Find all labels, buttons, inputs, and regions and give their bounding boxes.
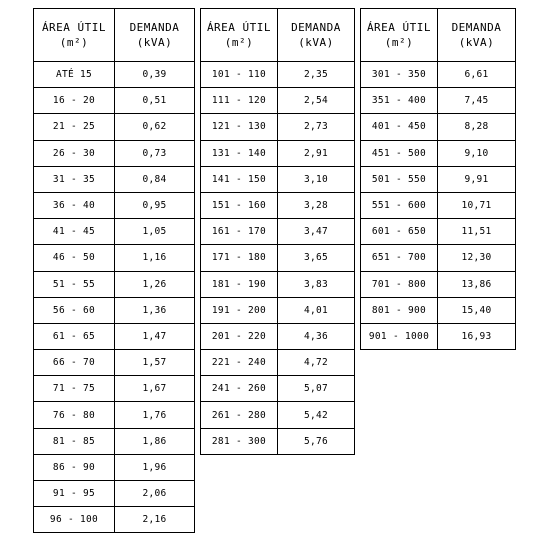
area-header — [201, 9, 278, 62]
table-row — [361, 192, 516, 218]
area-range-cell: 36 - 40 — [34, 192, 115, 218]
demand-value-cell: 1,26 — [115, 271, 195, 297]
table-row — [201, 297, 355, 323]
area-range-cell: 21 - 25 — [34, 114, 115, 140]
demand-value-cell: 1,05 — [115, 219, 195, 245]
area-range-cell: 91 - 95 — [34, 481, 115, 507]
area-range-cell: 41 - 45 — [34, 219, 115, 245]
table-row — [201, 350, 355, 376]
demand-header — [115, 9, 195, 62]
table-row — [201, 271, 355, 297]
area-header-unit: (m²) — [384, 36, 414, 49]
demand-value-cell: 2,06 — [115, 481, 195, 507]
area-range-cell: 71 - 75 — [34, 376, 115, 402]
area-range-cell: 191 - 200 — [201, 297, 278, 323]
area-range-cell: 16 - 20 — [34, 88, 115, 114]
demand-value-cell: 4,36 — [278, 323, 355, 349]
area-range-cell: 66 - 70 — [34, 350, 115, 376]
table-row — [34, 376, 195, 402]
area-range-cell: 241 - 260 — [201, 376, 278, 402]
area-range-cell: 221 - 240 — [201, 350, 278, 376]
demand-value-cell: 1,86 — [115, 428, 195, 454]
area-range-cell: 901 - 1000 — [361, 323, 438, 349]
table-row — [361, 166, 516, 192]
demand-header-unit: (kVA) — [458, 36, 495, 49]
area-range-cell: 161 - 170 — [201, 219, 278, 245]
table-row — [34, 323, 195, 349]
area-range-cell: 51 - 55 — [34, 271, 115, 297]
table-row — [201, 62, 355, 88]
area-range-cell: 56 - 60 — [34, 297, 115, 323]
demand-value-cell: 0,95 — [115, 192, 195, 218]
demand-value-cell: 4,72 — [278, 350, 355, 376]
demand-value-cell: 0,73 — [115, 140, 195, 166]
demand-value-cell: 2,16 — [115, 507, 195, 533]
area-range-cell: 131 - 140 — [201, 140, 278, 166]
area-range-cell: 401 - 450 — [361, 114, 438, 140]
table-row — [201, 88, 355, 114]
area-range-cell: 351 - 400 — [361, 88, 438, 114]
table-row — [361, 271, 516, 297]
demand-value-cell: 9,10 — [438, 140, 516, 166]
area-range-cell: 31 - 35 — [34, 166, 115, 192]
demand-value-cell: 3,65 — [278, 245, 355, 271]
demand-value-cell: 1,96 — [115, 454, 195, 480]
demand-value-cell: 0,84 — [115, 166, 195, 192]
demand-value-cell: 0,51 — [115, 88, 195, 114]
area-range-cell: 101 - 110 — [201, 62, 278, 88]
area-range-cell: 181 - 190 — [201, 271, 278, 297]
area-range-cell: 281 - 300 — [201, 428, 278, 454]
table-row — [34, 219, 195, 245]
demand-table-3 — [360, 8, 516, 350]
area-range-cell: 96 - 100 — [34, 507, 115, 533]
demand-value-cell: 1,16 — [115, 245, 195, 271]
table-row — [34, 245, 195, 271]
table-row — [34, 481, 195, 507]
area-range-cell: 141 - 150 — [201, 166, 278, 192]
demand-value-cell: 1,67 — [115, 376, 195, 402]
area-range-cell: 451 - 500 — [361, 140, 438, 166]
area-header-unit: (m²) — [224, 36, 254, 49]
area-range-cell: 601 - 650 — [361, 219, 438, 245]
table-row — [361, 114, 516, 140]
demand-header-line1: DEMANDA — [129, 21, 180, 34]
demand-value-cell: 2,54 — [278, 88, 355, 114]
demand-value-cell: 3,83 — [278, 271, 355, 297]
area-range-cell: 301 - 350 — [361, 62, 438, 88]
table-row — [201, 192, 355, 218]
table-row — [34, 297, 195, 323]
table-row — [34, 507, 195, 533]
area-range-cell: 111 - 120 — [201, 88, 278, 114]
area-range-cell: 651 - 700 — [361, 245, 438, 271]
area-range-cell: 81 - 85 — [34, 428, 115, 454]
area-range-cell: 121 - 130 — [201, 114, 278, 140]
table-row — [34, 192, 195, 218]
table-row — [201, 376, 355, 402]
demand-value-cell: 8,28 — [438, 114, 516, 140]
area-header-unit: (m²) — [59, 36, 89, 49]
demand-value-cell: 4,01 — [278, 297, 355, 323]
table-row — [361, 245, 516, 271]
table-row — [361, 297, 516, 323]
demand-value-cell: 0,62 — [115, 114, 195, 140]
demand-value-cell: 1,57 — [115, 350, 195, 376]
table-row — [361, 62, 516, 88]
table-row — [34, 271, 195, 297]
demand-value-cell: 3,28 — [278, 192, 355, 218]
table-row — [34, 454, 195, 480]
area-header — [34, 9, 115, 62]
demand-value-cell: 12,30 — [438, 245, 516, 271]
table-row — [34, 88, 195, 114]
demand-value-cell: 1,76 — [115, 402, 195, 428]
table-row — [201, 219, 355, 245]
demand-value-cell: 15,40 — [438, 297, 516, 323]
demand-value-cell: 6,61 — [438, 62, 516, 88]
demand-value-cell: 16,93 — [438, 323, 516, 349]
demand-value-cell: 5,76 — [278, 428, 355, 454]
demand-header — [278, 9, 355, 62]
area-range-cell: 61 - 65 — [34, 323, 115, 349]
demand-value-cell: 3,47 — [278, 219, 355, 245]
demand-value-cell: 7,45 — [438, 88, 516, 114]
area-header-line1: ÁREA ÚTIL — [366, 21, 432, 34]
table-row — [201, 402, 355, 428]
table-row — [34, 402, 195, 428]
table-row — [34, 166, 195, 192]
demand-value-cell: 5,42 — [278, 402, 355, 428]
table-row — [201, 245, 355, 271]
table-row — [34, 428, 195, 454]
area-range-cell: 46 - 50 — [34, 245, 115, 271]
demand-value-cell: 2,91 — [278, 140, 355, 166]
demand-value-cell: 1,36 — [115, 297, 195, 323]
demand-value-cell: 0,39 — [115, 62, 195, 88]
demand-value-cell: 9,91 — [438, 166, 516, 192]
area-range-cell: 76 - 80 — [34, 402, 115, 428]
demand-value-cell: 11,51 — [438, 219, 516, 245]
demand-value-cell: 2,73 — [278, 114, 355, 140]
demand-header-line1: DEMANDA — [291, 21, 341, 34]
area-range-cell: 171 - 180 — [201, 245, 278, 271]
demand-header-unit: (kVA) — [136, 36, 173, 49]
table-row — [34, 114, 195, 140]
table-row — [361, 219, 516, 245]
table-row — [201, 114, 355, 140]
demand-table-2 — [200, 8, 355, 455]
demand-value-cell: 5,07 — [278, 376, 355, 402]
table-row — [361, 323, 516, 349]
demand-table-1 — [33, 8, 195, 533]
area-range-cell: 551 - 600 — [361, 192, 438, 218]
area-range-cell: 261 - 280 — [201, 402, 278, 428]
demand-value-cell: 1,47 — [115, 323, 195, 349]
demand-value-cell: 3,10 — [278, 166, 355, 192]
area-header-line1: ÁREA ÚTIL — [41, 21, 107, 34]
table-row — [201, 323, 355, 349]
table-row — [201, 166, 355, 192]
table-row — [201, 140, 355, 166]
demand-value-cell: 2,35 — [278, 62, 355, 88]
table-row — [361, 88, 516, 114]
table-row — [34, 350, 195, 376]
demand-value-cell: 13,86 — [438, 271, 516, 297]
demand-header-line1: DEMANDA — [451, 21, 502, 34]
table-row — [34, 62, 195, 88]
area-range-cell: 701 - 800 — [361, 271, 438, 297]
area-range-cell: 151 - 160 — [201, 192, 278, 218]
area-range-cell: 86 - 90 — [34, 454, 115, 480]
table-row — [34, 140, 195, 166]
table-row — [361, 140, 516, 166]
table-row — [201, 428, 355, 454]
demand-header — [438, 9, 516, 62]
area-range-cell: 801 - 900 — [361, 297, 438, 323]
demand-value-cell: 10,71 — [438, 192, 516, 218]
area-range-cell: 201 - 220 — [201, 323, 278, 349]
area-header-line1: ÁREA ÚTIL — [206, 21, 272, 34]
area-range-cell: 501 - 550 — [361, 166, 438, 192]
area-range-cell: ATÉ 15 — [34, 62, 115, 88]
area-range-cell: 26 - 30 — [34, 140, 115, 166]
area-header — [361, 9, 438, 62]
demand-header-unit: (kVA) — [298, 36, 334, 49]
